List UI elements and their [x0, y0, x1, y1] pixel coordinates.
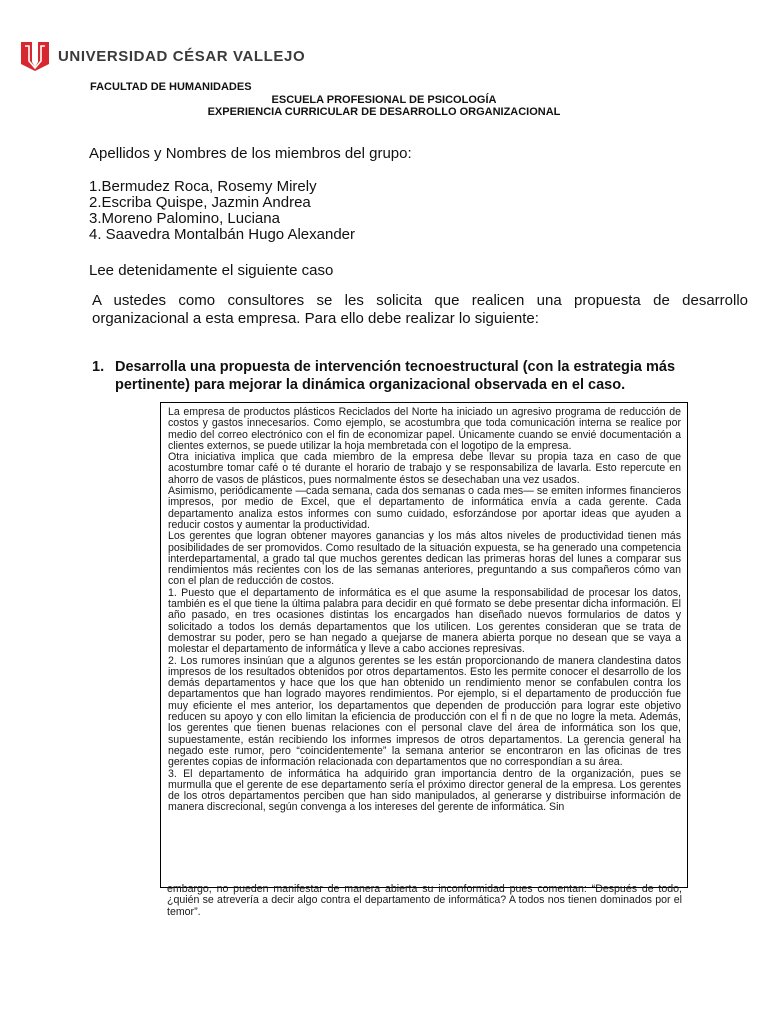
task-text: Desarrolla una propuesta de intervención tecnoestructural (con la estrategia más pertinente) para mejorar la dinámica organizacional observada en el caso.	[115, 359, 676, 393]
assignment-intro: A ustedes como consultores se les solicita que realicen una propuesta de desarrollo organizacional a esta empresa. Para ello debe realizar lo siguiente:	[92, 292, 748, 327]
case-text-box	[160, 402, 688, 888]
case-paragraph: 1. Puesto que el departamento de informática es el que asume la responsabilidad de procesar los datos, también es el que tiene la última palabra para decidir en qué formato se debe presentar dicha información. El año pasado, en tres ocasiones distintas los encargados han diseñado nuevos formularios de datos y solicitado a todos los demás departamentos que los utilicen. Los gerentes consideran que se trata de demostrar su poder, pero se han negado a quejarse de manera abierta porque no desean que se vaya a molestar el departamento de informática y lleve a cabo acciones represivas.	[168, 586, 681, 656]
case-paragraph: Asimismo, periódicamente —cada semana, cada dos semanas o cada mes— se emiten informes financieros impresos, por medio de Excel, que el departamento de informática envía a cada gerente. Cada departamento analiza estos informes con sumo cuidado, esforzándose por aportar ideas que ayuden a reducir costos y aumentar la productividad.	[168, 485, 681, 531]
case-paragraph: La empresa de productos plásticos Reciclados del Norte ha iniciado un agresivo programa de reducción de costos y gastos innecesarios. Como ejemplo, se acostumbra que toda comunicación interna se realice por medio del correo electrónico con el fin de economizar papel. Únicamente cuando se envié documentación a clientes externos, se puede utilizar la hoja membretada con el logotipo de la empresa.	[168, 406, 681, 452]
university-name: UNIVERSIDAD CÉSAR VALLEJO	[58, 47, 306, 65]
task-number: 1.	[92, 359, 105, 375]
school-name: ESCUELA PROFESIONAL DE PSICOLOGÍA	[271, 94, 497, 106]
group-members-title: Apellidos y Nombres de los miembros del grupo:	[89, 145, 412, 162]
task-item	[92, 358, 752, 394]
reading-instruction: Lee detenidamente el siguiente caso	[89, 262, 334, 279]
group-members-list	[89, 179, 355, 243]
faculty-name: FACULTAD DE HUMANIDADES	[90, 81, 252, 93]
case-paragraph: 3. El departamento de informática ha adquirido gran importancia dentro de la organización, pues se murmulla que el gerente de ese departamento sería el próximo director general de la empresa. Los gerentes de los otros departamentos perciben que han sido manipulados, al generarse y distribuirse información de manera discrecional, según convenga a los intereses del gerente de informática. Sin	[168, 767, 681, 814]
case-paragraph: Otra iniciativa implica que cada miembro de la empresa debe llevar su propia taza en caso de que acostumbre tomar café o té durante el horario de trabajo y se responsabiliza de lavarla. Esto repercute en ahorro de vasos de plásticos, pues normalmente éstos se desechaban una vez usados.	[168, 451, 681, 486]
course-name: EXPERIENCIA CURRICULAR DE DESARROLLO ORGANIZACIONAL	[207, 106, 561, 118]
case-continuation	[160, 884, 688, 918]
group-member: 4. Saavedra Montalbán Hugo Alexander	[89, 226, 356, 243]
group-member: 3.Moreno Palomino, Luciana	[89, 210, 280, 227]
group-member: 1.Bermudez Roca, Rosemy Mirely	[89, 178, 317, 195]
case-paragraph: Los gerentes que logran obtener mayores ganancias y los más altos niveles de productividad tienen más posibilidades de ser promovidos. Como resultado de la situación expuesta, se ha generado una competencia interdepartamental, a grado tal que muchos gerentes dedican las primeras horas del lunes a comparar sus rendimientos más recientes con los de las semanas anteriores, preguntando a sus compañeros cómo van con el plan de reducción de costos.	[168, 530, 681, 588]
case-paragraph: 2. Los rumores insinúan que a algunos gerentes se les están proporcionando de manera clandestina datos impresos de los resultados obtenidos por otros departamentos. Esto les permite conocer el desarrollo de los demás departamentos y hace que los que han obtenido un rendimiento menor se confabulen contra los departamentos que han logrado mayores rendimientos. Por ejemplo, si el departamento de producción fue muy eficiente el mes anterior, los departamentos que dependen de producción para lograr este objetivo reducen su apoyo y con ello limitan la eficiencia de producción con el fi n de que no logre la meta. Además, los gerentes que tienen buenas relaciones con el personal clave del área de informática son los que, supuestamente, están recibiendo los informes impresos de otros departamentos. La gerencia general ha negado este rumor, pero “coincidentemente” la semana anterior se encontraron en las oficinas de tres gerentes copias de información relacionada con departamentos que no correspondían a su área.	[168, 654, 681, 769]
university-crest-icon	[20, 40, 50, 72]
case-continuation-text: embargo, no pueden manifestar de manera abierta su inconformidad pues comentan: “Después de todo, ¿quién se atrevería a decir algo contra el departamento de informática? A todos nos tienen dominados por el temor”.	[167, 883, 682, 918]
group-member: 2.Escriba Quispe, Jazmin Andrea	[89, 194, 311, 211]
university-logo	[20, 40, 305, 72]
